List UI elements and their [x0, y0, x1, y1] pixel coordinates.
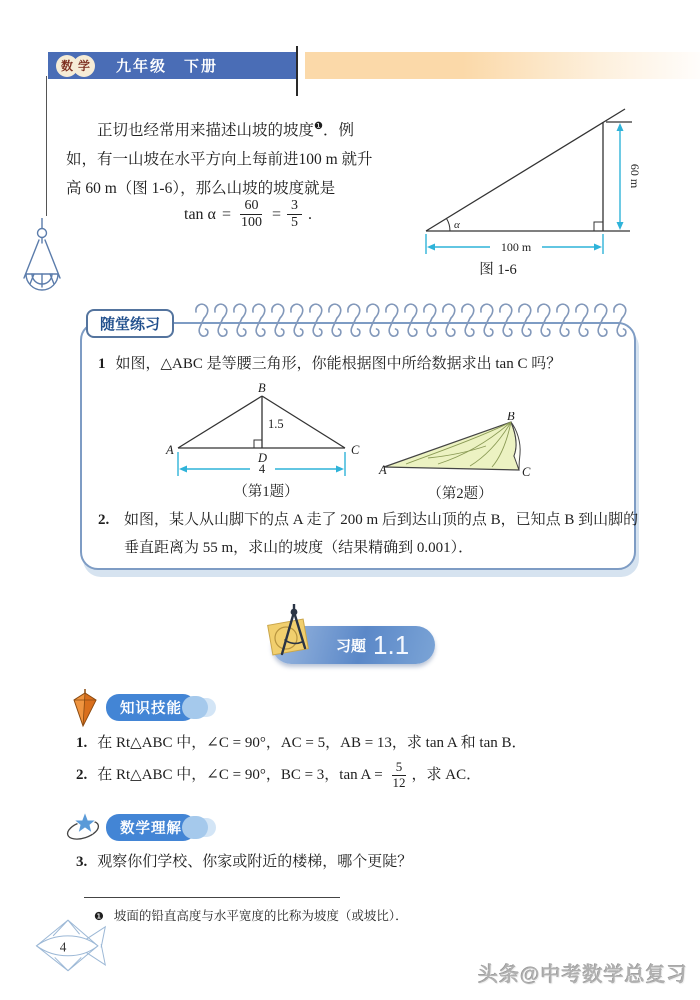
vertex-d-label: D	[258, 451, 268, 465]
intro-line-1-end: ．例	[322, 122, 354, 140]
knowledge-item-2	[76, 760, 481, 791]
item-number: 2.	[76, 766, 88, 783]
spiral-binding-icon	[192, 301, 629, 341]
subject-logo	[56, 55, 102, 77]
problem-text-line2: 垂直距离为 55 m，求山的坡度（结果精确到 0.001）．	[124, 540, 474, 556]
left-margin-rule	[46, 76, 47, 216]
fraction-denominator: 5	[291, 215, 298, 231]
problem-number: 2.	[98, 512, 110, 528]
item-text: 在 Rt△ABC 中，∠C = 90°，AC = 5，AB = 13，求 tan A 和 tan B．	[97, 735, 527, 751]
fraction-numerator: 5	[392, 760, 407, 776]
compass-note-icon	[260, 604, 322, 664]
intro-line-1-text: 正切也经常用来描述山坡的坡度	[97, 122, 315, 140]
vertex-b-label: B	[258, 382, 266, 395]
header-title: 九年级 下册	[116, 59, 219, 75]
fraction-numerator: 60	[240, 198, 262, 215]
fraction-denominator: 12	[392, 774, 406, 790]
figure2-caption: （第2题）	[427, 486, 493, 502]
fraction-numerator: 3	[287, 198, 302, 215]
item-number: 3.	[76, 854, 88, 870]
practice-problem-2	[98, 506, 652, 562]
footnote	[94, 906, 408, 924]
isosceles-triangle-diagram	[158, 382, 368, 478]
base-label: 100 m	[500, 240, 532, 254]
exercises-number: 1.1	[373, 629, 410, 660]
exercises-banner	[272, 626, 435, 664]
understanding-badge-wrap	[106, 814, 196, 841]
item-text-pre: 在 Rt△ABC 中，∠C = 90°，BC = 3，tan A =	[97, 766, 383, 783]
intro-paragraph	[66, 112, 430, 203]
spinning-top-icon	[70, 688, 100, 728]
point-c-label: C	[522, 465, 531, 478]
formula-eq2: =	[271, 205, 281, 223]
practice-problem-1	[98, 351, 623, 378]
point-b-label: B	[507, 412, 515, 423]
footnote-marker: ❶	[94, 911, 104, 923]
header-peach-band	[305, 52, 700, 79]
item-text: 观察你们学校、你家或附近的楼梯，哪个更陡？	[97, 854, 413, 870]
angle-alpha-label: α	[454, 219, 460, 231]
header-band	[48, 52, 296, 79]
figure-caption: 图 1-6	[479, 262, 517, 278]
understanding-badge: 数学理解	[106, 814, 196, 841]
knowledge-item-1	[76, 731, 527, 752]
page-number-fish-icon	[26, 916, 110, 974]
formula-eq1: =	[221, 205, 231, 223]
exercises-label: 习题	[336, 638, 367, 655]
fraction-denominator: 100	[240, 215, 262, 231]
figure1-caption: （第1题）	[233, 484, 299, 500]
fraction-60-100	[237, 198, 266, 231]
vertex-c-label: C	[351, 443, 360, 457]
intro-line-1	[66, 112, 430, 145]
header-divider	[296, 46, 298, 96]
point-a-label: A	[379, 463, 387, 477]
page-number: 4	[59, 939, 67, 955]
intro-line-3: 高 60 m（图 1-6），那么山坡的坡度就是	[66, 180, 336, 198]
altitude-label: 1.5	[268, 417, 284, 431]
star-orbit-icon	[64, 808, 104, 844]
intro-line-2: 如，有一山坡在水平方向上每前进100 m 就升	[66, 151, 373, 169]
item-text-post: ，求 AC．	[411, 766, 482, 783]
knowledge-badge-wrap	[106, 694, 196, 721]
understanding-item-3	[76, 850, 412, 871]
footnote-marker-sup: ❶	[314, 121, 323, 132]
fraction-3-5	[287, 198, 302, 231]
fraction-5-12	[389, 760, 410, 791]
formula-period: .	[308, 205, 312, 223]
problem-number: 1	[98, 356, 106, 372]
logo-circle-1: 数	[56, 55, 78, 77]
watermark: 头条@中考数学总复习	[478, 964, 688, 986]
logo-circle-2: 学	[73, 55, 95, 77]
compass-protractor-icon	[16, 218, 68, 292]
item-number: 1.	[76, 735, 88, 751]
tangent-formula	[66, 198, 430, 231]
vertex-a-label: A	[166, 443, 174, 457]
mountain-diagram	[378, 412, 543, 478]
footnote-text: 坡面的铅直高度与水平宽度的比称为坡度（或坡比）．	[113, 909, 408, 923]
footnote-rule	[84, 897, 340, 898]
problem-text-line1: 如图，某人从山脚下的点 A 走了 200 m 后到达山顶的点 B，已知点 B 到山脚的	[124, 512, 639, 528]
base-length-label: 4	[258, 462, 266, 476]
formula-lhs: tan α	[184, 205, 216, 223]
height-label: 60 m	[628, 163, 642, 189]
knowledge-badge: 知识技能	[106, 694, 196, 721]
practice-title: 随堂练习	[86, 309, 174, 338]
slope-diagram	[418, 106, 670, 256]
problem-text: 如图，△ABC 是等腰三角形，你能根据图中所给数据求出 tan C 吗？	[115, 356, 562, 372]
